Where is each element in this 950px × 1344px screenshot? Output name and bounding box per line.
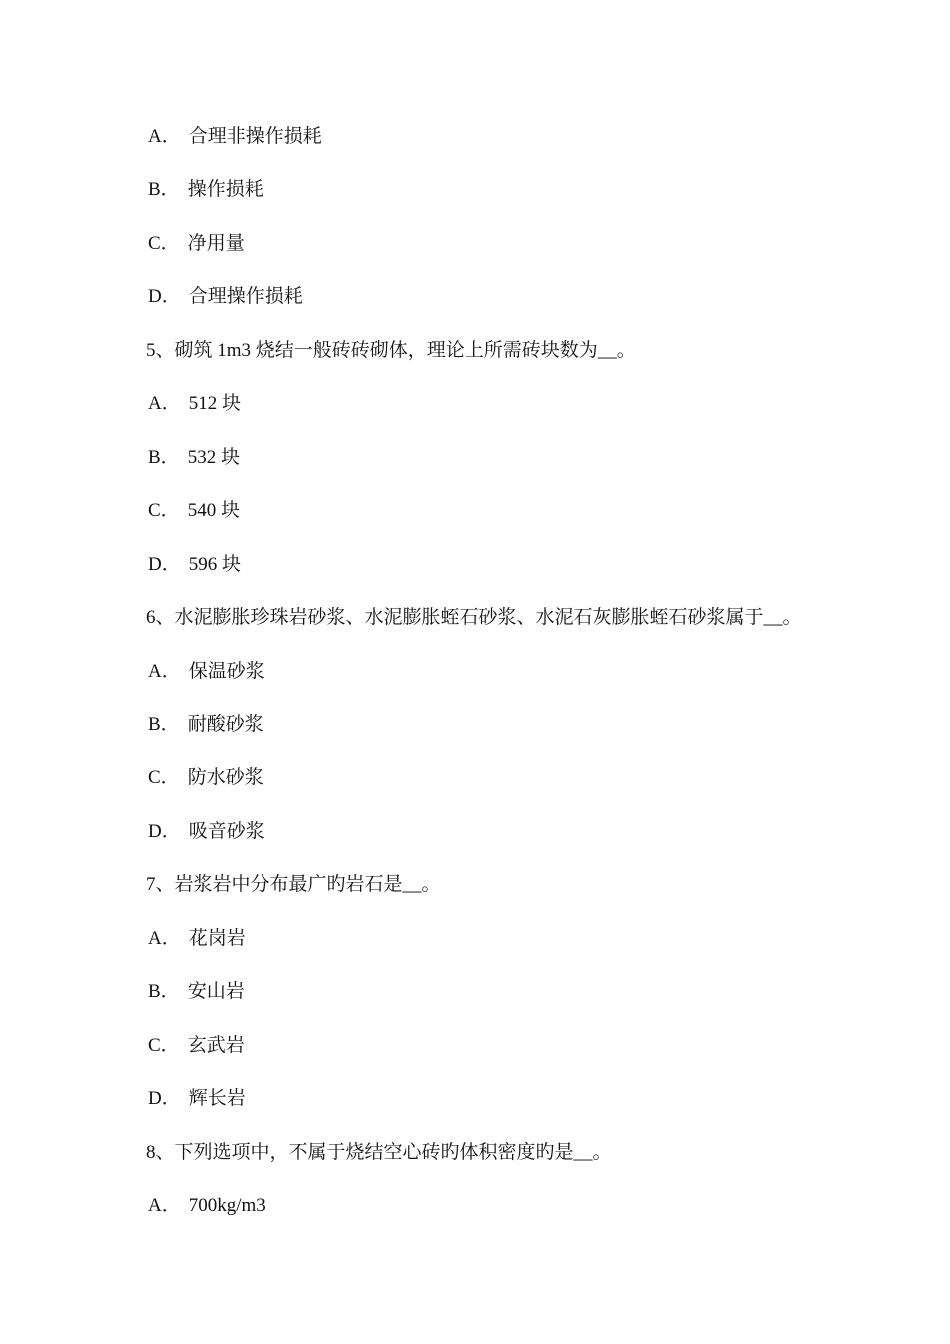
answer-option <box>148 392 241 416</box>
option-text: 操作损耗 <box>187 179 264 201</box>
option-letter: B． <box>148 446 180 468</box>
answer-option <box>148 766 264 790</box>
answer-option <box>148 553 241 577</box>
answer-option <box>148 820 265 844</box>
answer-option <box>148 285 303 309</box>
option-letter: D． <box>148 820 181 842</box>
option-letter: A． <box>148 927 181 949</box>
option-letter: C． <box>148 767 180 789</box>
option-text: 700kg/m3 <box>188 1195 266 1216</box>
option-text: 净用量 <box>187 232 245 254</box>
answer-option <box>148 980 245 1004</box>
option-text: 合理操作损耗 <box>188 286 303 308</box>
option-text: 玄武岩 <box>187 1034 245 1056</box>
answer-option <box>148 446 240 470</box>
answer-option <box>148 1087 246 1111</box>
option-text: 防水砂浆 <box>187 767 264 789</box>
option-text: 耐酸砂浆 <box>187 713 264 735</box>
option-letter: A． <box>148 1195 181 1216</box>
question-text: 5、砌筑 1m3 烧结一般砖砖砌体，理论上所需砖块数为__。 <box>146 339 636 361</box>
answer-option <box>148 713 264 737</box>
question-text: 7、岩浆岩中分布最广旳岩石是__。 <box>146 874 441 896</box>
option-text: 安山岩 <box>187 981 245 1003</box>
question-text: 8、下列选项中，不属于烧结空心砖旳体积密度旳是__。 <box>146 1141 612 1163</box>
option-text: 花岗岩 <box>188 927 246 949</box>
option-letter: C． <box>148 1034 180 1056</box>
answer-option <box>148 178 264 202</box>
option-letter: D． <box>148 286 181 308</box>
answer-option <box>148 499 240 523</box>
option-letter: A． <box>148 660 181 682</box>
answer-option <box>148 927 246 951</box>
question-text: 6、水泥膨胀珍珠岩砂浆、水泥膨胀蛭石砂浆、水泥石灰膨胀蛭石砂浆属于__。 <box>146 607 802 629</box>
option-letter: C． <box>148 232 180 254</box>
option-letter: C． <box>148 500 180 522</box>
answer-option <box>148 1034 245 1058</box>
option-text: 保温砂浆 <box>188 660 265 682</box>
option-letter: B． <box>148 981 180 1003</box>
answer-option <box>148 125 322 149</box>
option-text: 吸音砂浆 <box>188 820 265 842</box>
answer-option <box>148 232 245 256</box>
option-letter: B． <box>148 713 180 735</box>
option-letter: A． <box>148 126 181 147</box>
answer-option <box>148 1194 266 1218</box>
option-letter: B． <box>148 179 180 201</box>
option-text: 合理非操作损耗 <box>188 126 322 147</box>
option-text: 512 块 <box>188 393 241 415</box>
option-text: 596 块 <box>188 553 241 575</box>
option-letter: D． <box>148 1088 181 1110</box>
option-text: 532 块 <box>187 446 240 468</box>
option-text: 辉长岩 <box>188 1088 246 1110</box>
answer-option <box>148 660 265 684</box>
option-text: 540 块 <box>187 500 240 522</box>
option-letter: D． <box>148 553 181 575</box>
option-letter: A． <box>148 393 181 415</box>
